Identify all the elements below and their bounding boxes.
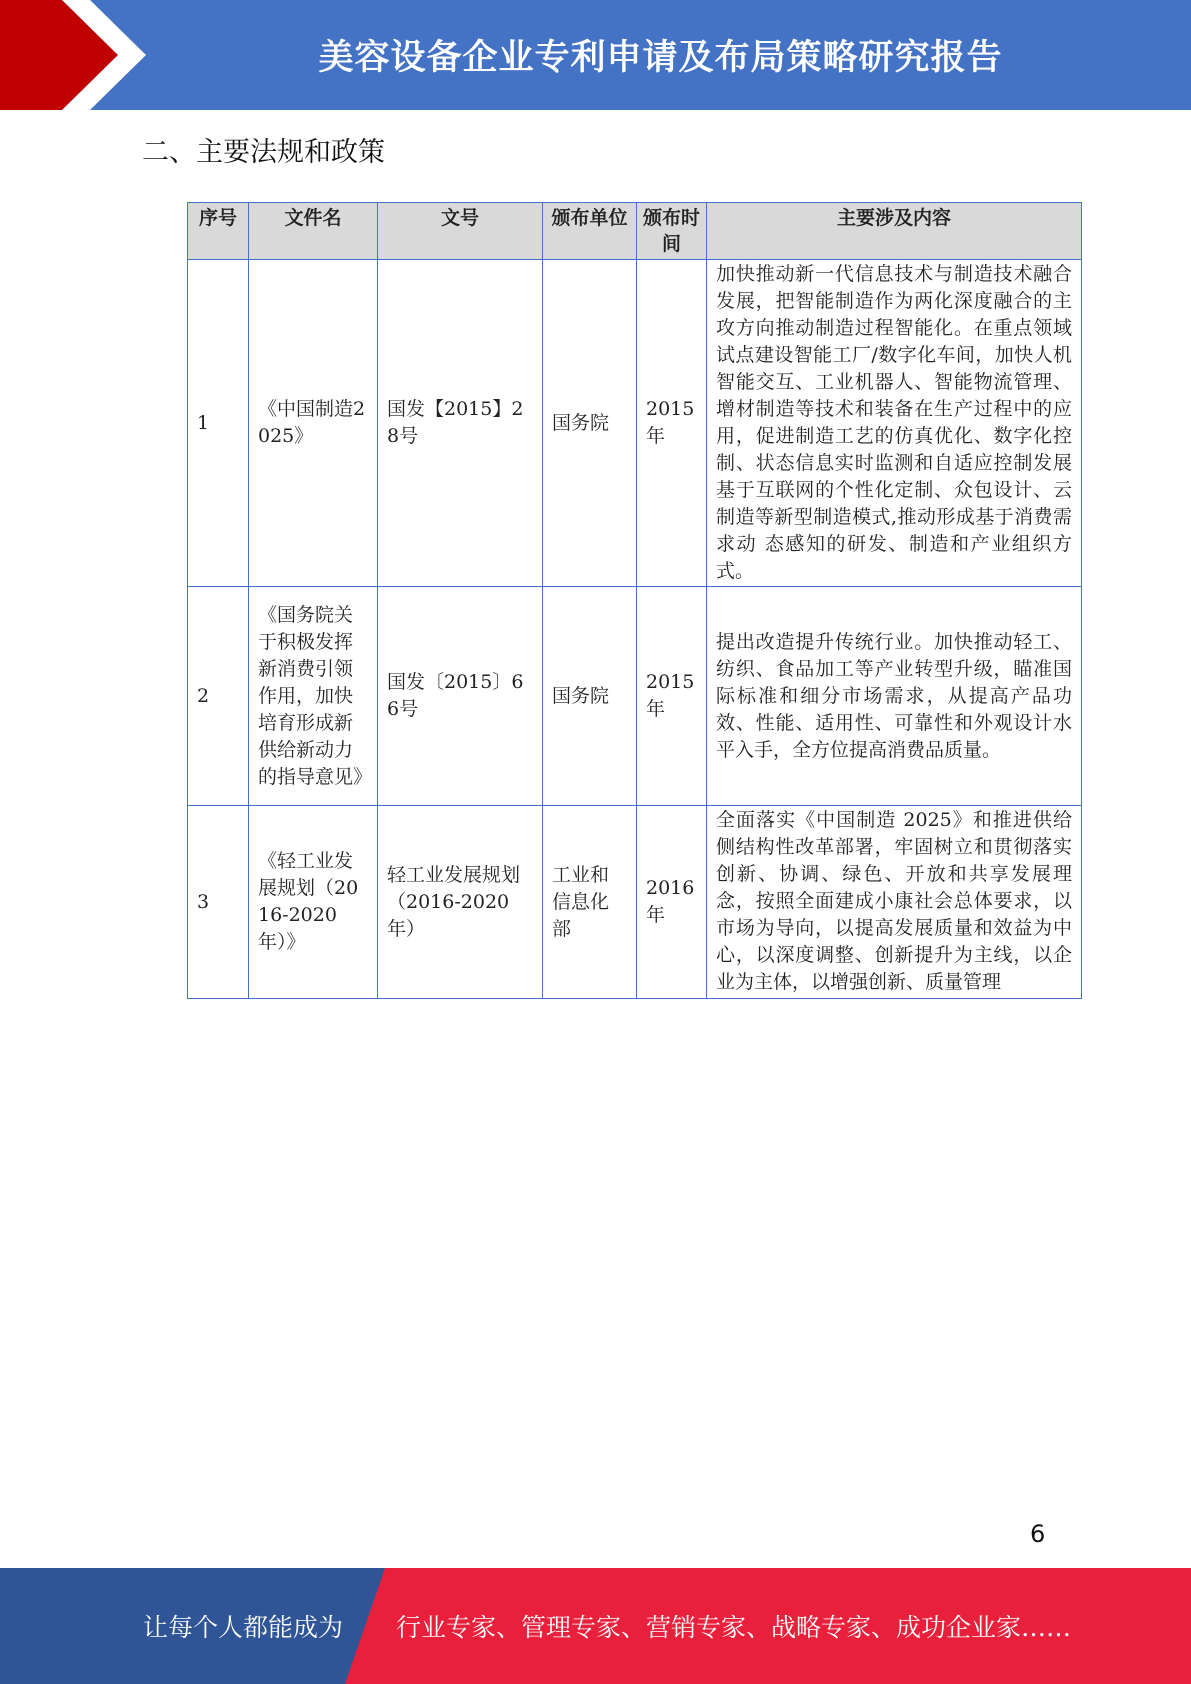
cell-issuer: 国务院 [543,587,637,806]
footer-banner [0,1568,1191,1684]
policy-table [187,202,1082,999]
table-row [188,587,1082,806]
report-title: 美容设备企业专利申请及布局策略研究报告 [318,38,1003,78]
cell-name: 《轻工业发展规划（2016-2020年）》 [249,806,378,999]
header-chevron-decoration [0,0,150,110]
header-issuer: 颁布单位 [543,203,637,260]
cell-content: 提出改造提升传统行业。加快推动轻工、纺织、食品加工等产业转型升级，瞄准国际标准和细分市场需求，从提高产品功效、性能、适用性、可靠性和外观设计水平入手，全方位提高消费品质量。 [707,587,1082,806]
header-seq: 序号 [188,203,249,260]
footer-slogan-left: 让每个人都能成为 [143,1613,344,1642]
header-content: 主要涉及内容 [707,203,1082,260]
table-row [188,806,1082,999]
cell-doc-no: 国发【2015】28号 [378,260,543,587]
cell-date: 2015年 [637,587,707,806]
cell-name: 《国务院关于积极发挥新消费引领作用，加快培育形成新供给新动力的指导意见》 [249,587,378,806]
header-banner [0,0,1191,110]
page-number: 6 [1030,1520,1046,1548]
cell-content-truncated [707,806,1082,999]
cell-issuer: 工业和信息化部 [543,806,637,999]
section-heading: 二、主要法规和政策 [142,137,385,168]
cell-date: 2016年 [637,806,707,999]
table-header-row [188,203,1082,260]
cell-content-text: 全面落实《中国制造 2025》和推进供给侧结构性改革部署，牢固树立和贯彻落实创新、协调、绿色、开放和共享发展理念，按照全面建成小康社会总体要求，以市场为导向，以提高发展质量和效益为中心，以深度调整、创新提升为主线，以企业为主体，以增强创新、质量管理 [716,809,1072,993]
cell-seq: 2 [188,587,249,806]
header-name: 文件名 [249,203,378,260]
table-row [188,260,1082,587]
cell-doc-no: 轻工业发展规划（2016-2020年） [378,806,543,999]
footer-slogan-right: 行业专家、管理专家、营销专家、战略专家、成功企业家…… [396,1613,1072,1642]
cell-issuer: 国务院 [543,260,637,587]
cell-doc-no: 国发〔2015〕66号 [378,587,543,806]
cell-seq: 3 [188,806,249,999]
cell-content: 加快推动新一代信息技术与制造技术融合发展，把智能制造作为两化深度融合的主攻方向推动制造过程智能化。在重点领域试点建设智能工厂/数字化车间，加快人机智能交互、工业机器人、智能物流管理、增材制造等技术和装备在生产过程中的应用，促进制造工艺的仿真优化、数字化控制、状态信息实时监测和自适应控制发展基于互联网的个性化定制、众包设计、云制造等新型制造模式,推动形成基于消费需求动 态感知的研发、制造和产业组织方式。 [707,260,1082,587]
cell-date: 2015年 [637,260,707,587]
header-date: 颁布时间 [637,203,707,260]
header-doc-no: 文号 [378,203,543,260]
cell-name: 《中国制造2025》 [249,260,378,587]
cell-seq: 1 [188,260,249,587]
